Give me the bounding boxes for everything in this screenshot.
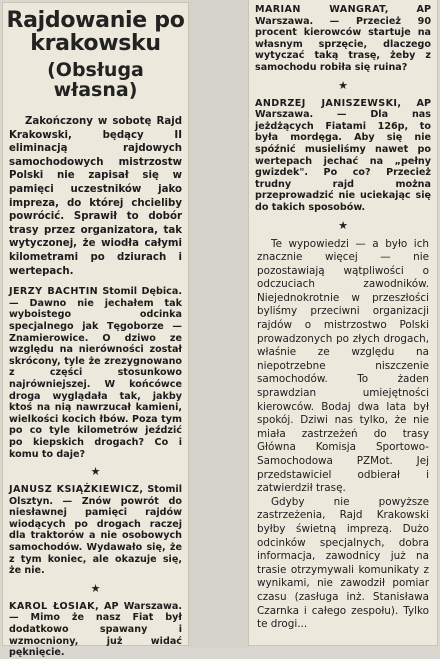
quote-text: — Przecież 90 procent kierowców startuje na własnym sprzęcie, dlaczego wytyczać taką trasę, żeby z samochodu robiła się ruina? <box>255 15 431 73</box>
quote-bachtin <box>9 286 182 460</box>
quote-author: MARIAN WANGRAT, <box>255 4 389 15</box>
star-separator: ★ <box>90 465 101 479</box>
subheadline: (Obsługa własna) <box>47 59 144 102</box>
quote-janiszewski <box>255 98 431 214</box>
lead-paragraph: Zakończony w sobotę Rajd Krakowski, będący II eliminacją rajdowych samochodowych mistrzostw Polski nie zapisał się w pamięci uczestników jako impreza, do której chcieliby powrócić. Sprawił to dobór trasy przez organizatora, tak wytyczonej, że wiodła całymi kilometrami po dziurach i wertepach. <box>9 116 182 277</box>
commentary-paragraph: Te wypowiedzi — a było ich znacznie więcej — nie pozostawiają wątpliwości o odczuciach zawodników. Niejednokrotnie w przeszłości byliśmy przeciwni organizacji rajdów o mistrzostwo Polski prowadzonych po złych drogach, właśnie ze względu na niepotrzebne niszczenie samochodów. To żaden sprawdzian umiejętności kierowców. Bodaj dwa lata był spokój. Dziwi nas tylko, że nie miała zastrzeżeń do trasy Główna Komisja Sportowo-Samochodowa PZMot. Jej przedstawiciel odbierał i zatwierdził trasę. <box>257 237 429 495</box>
quote-text: — Znów powrót do niesławnej pamięci rajdów wiodących po drogach raczej dla traktorów a nie osobowych samochodów. Wydawało się, że z tym koniec, ale okazuje się, że nie. <box>9 495 182 577</box>
quote-affiliation: AP Warszawa. <box>255 4 431 27</box>
left-clipping <box>3 3 188 659</box>
headline: Rajdowanie po krakowsku <box>6 8 185 57</box>
quote-author: ANDRZEJ JANISZEWSKI, <box>255 97 402 109</box>
quote-author: KAROL ŁOSIAK, <box>9 600 99 612</box>
page-gap <box>188 0 249 648</box>
quote-affiliation: AP Warszawa. <box>104 600 182 612</box>
quote-author: JERZY BACHTIN <box>9 286 99 298</box>
star-separator: ★ <box>338 78 348 92</box>
quote-ksiazkiewicz <box>9 484 182 577</box>
quote-affiliation: Stomil Dębica. <box>102 286 182 298</box>
commentary-paragraph: Gdyby nie powyższe zastrzeżenia, Rajd Krakowski byłby świetną imprezą. Dużo odcinków specjalnych, dobra informacja, zawodnicy już na trasie otrzymywali komunikaty z wynikami, nie zawodził pomiar czasu (zasługa inż. Stanisława Czarnka i całego zespołu). Tylko te drogi... <box>257 495 429 631</box>
quote-wangrat <box>255 4 431 74</box>
quote-author: JANUSZ KSIĄŻKIEWICZ, <box>9 484 144 496</box>
right-clipping <box>249 0 437 645</box>
quote-text: — Mimo że nasz Fiat był dodatkowo spawany i wzmocniony, już widać pęknięcie. <box>9 612 182 659</box>
quote-text: — Dawno nie jechałem tak wyboistego odcinka specjalnego jak Tęgoborze — Znamierowice. O dziwo ze względu na nierówności został skrócony, tyle że zrezygnowano z części stosunkowo najrówniejszej. W końcówce droga wyglądała tak, jakby ktoś na nią nawrzucał kamieni, wielkości kocich łbów. Poza tym po co tyle kilometrów jeździć po kiepskich drogach? Co i komu to daje? <box>9 297 182 460</box>
quote-affiliation: Stomil Olsztyn. <box>9 484 182 507</box>
quote-losiak <box>9 601 182 659</box>
star-separator: ★ <box>90 581 101 595</box>
quote-text: — Dla nas jeżdżących Fiatami 126p, to była mordęga. Aby się nie spóźnić musieliśmy nawet po wertepach jechać na „pełny gwizdek". Po co? Przecież trudny rajd można przeprowadzić nie uciekając się do takich sposobów. <box>255 109 431 213</box>
star-separator: ★ <box>338 218 348 232</box>
quote-affiliation: AP Warszawa. <box>255 97 431 121</box>
